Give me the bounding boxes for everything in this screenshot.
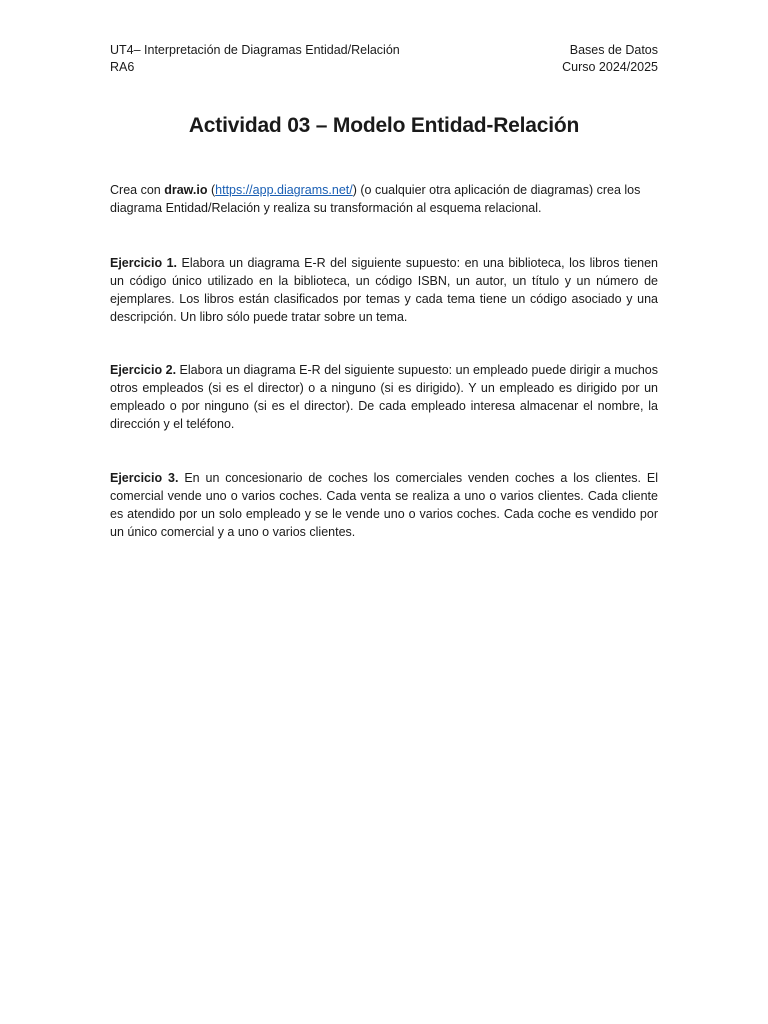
exercise-3-text: En un concesionario de coches los comerciales venden coches a los clientes. El comercial vende uno o varios coches. Cada venta se realiza a uno o varios clientes. Cada cliente es atendido por un solo empleado y se le vende uno o varios coches. Cada coche es vendido por un único comercial y a uno o varios clientes.: [110, 471, 658, 539]
diagrams-link[interactable]: https://app.diagrams.net/: [215, 183, 353, 197]
exercise-1: [110, 254, 658, 326]
header-course: Curso 2024/2025: [562, 60, 658, 74]
intro-suffix: ) (o cualquier otra aplicación de diagramas) crea los diagrama Entidad/Relación y realiza su transformación al esquema relacional.: [110, 183, 641, 215]
exercise-2: [110, 361, 658, 433]
header-row-2: [110, 59, 658, 76]
intro-prefix: Crea con: [110, 183, 165, 197]
page-header: [110, 42, 658, 76]
header-row-1: [110, 42, 658, 59]
header-unit-title: UT4– Interpretación de Diagramas Entidad/Relación: [110, 43, 400, 57]
exercise-2-text: Elabora un diagrama E-R del siguiente supuesto: un empleado puede dirigir a muchos otros empleados (si es el director) o a ninguno (si es dirigido). Y un empleado es dirigido por un empleado o por ninguno (si es el director). De cada empleado interesa almacenar el nombre, la dirección y el teléfono.: [110, 363, 658, 431]
exercise-3-label: Ejercicio 3.: [110, 471, 179, 485]
page-title: Actividad 03 – Modelo Entidad-Relación: [188, 114, 580, 137]
intro-paragraph: [110, 181, 658, 217]
intro-open-paren: (: [207, 183, 216, 197]
exercise-2-label: Ejercicio 2.: [110, 363, 177, 377]
exercise-3: [110, 469, 658, 541]
exercise-1-label: Ejercicio 1.: [110, 256, 178, 270]
header-subject: Bases de Datos: [569, 43, 658, 57]
intro-tool: draw.io: [164, 183, 208, 197]
header-ra: RA6: [110, 60, 135, 74]
exercise-1-text: Elabora un diagrama E-R del siguiente supuesto: en una biblioteca, los libros tienen un código único utilizado en la biblioteca, un código ISBN, un autor, un título y un número de ejemplares. Los libros están clasificados por temas y cada tema tiene un código asociado y una descripción. Un libro sólo puede tratar sobre un tema.: [110, 256, 659, 324]
